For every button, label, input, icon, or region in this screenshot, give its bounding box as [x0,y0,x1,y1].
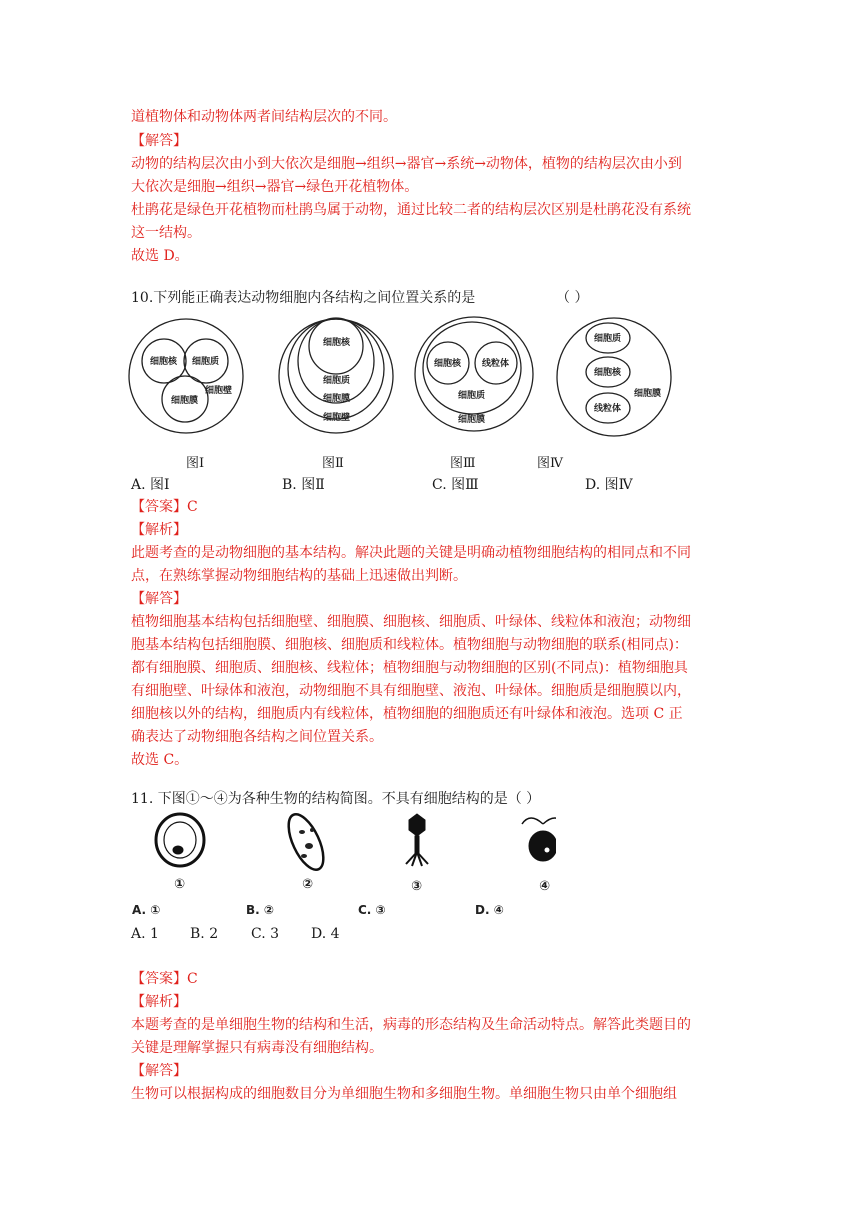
option-b: B. 图Ⅱ [282,477,325,493]
text-line: 杜鹃花是绿色开花植物而杜鹃鸟属于动物，通过比较二者的结构层次区别是杜鹃花没有系统 [131,202,691,218]
organism-diagrams [126,810,556,922]
text-line: 点，在熟练掌握动物细胞结构的基础上迅速做出判断。 [131,568,467,584]
organism-3-virus [406,814,428,866]
conclusion-line: 故选 D。 [131,248,189,264]
text-line: 动物的结构层次由小到大依次是细胞→组织→器官→系统→动物体，植物的结构层次由小到 [131,156,682,172]
fig1-nucleus-label: 细胞核 [150,357,178,367]
text-line: 本题考查的是单细胞生物的结构和生活，病毒的形态结构及生命活动特点。解答此类题目的 [131,1017,691,1033]
fig2-wall-label: 细胞壁 [323,413,351,423]
text-line: 胞基本结构包括细胞膜、细胞核、细胞质和线粒体。植物细胞与动物细胞的联系(相同点)： [131,637,688,653]
organism-1-cell [156,814,204,866]
organism-2-paramecium [282,810,331,875]
solution-heading: 【解答】 [131,133,187,149]
answer-line: 【答案】C [131,971,198,987]
img-option-d: D. ④ [475,903,504,917]
fig1-wall-label: 细胞壁 [205,386,233,396]
fig3-membrane-label: 细胞膜 [458,415,486,425]
text-line: 道植物体和动物体两者间结构层次的不同。 [131,109,397,125]
text-line: 此题考查的是动物细胞的基本结构。解决此题的关键是明确动植物细胞结构的相同点和不同 [131,545,691,561]
option-d: D. 图Ⅳ [585,477,633,493]
analysis-heading: 【解析】 [131,522,187,538]
question-10-stem: 10.下列能正确表达动物细胞内各结构之间位置关系的是 [131,290,476,306]
text-line: 确表达了动物细胞各结构之间位置关系。 [131,729,383,745]
fig3-nucleus-label: 细胞核 [434,359,462,369]
cell-diagrams [126,316,686,452]
text-line: 大依次是细胞→组织→器官→绿色开花植物体。 [131,179,419,195]
number-4: ④ [539,879,551,894]
option-c: C. 图Ⅲ [432,477,479,493]
caption-figure-4: 图Ⅳ [537,456,563,471]
conclusion-line: 故选 C。 [131,752,189,768]
caption-figure-3: 图Ⅲ [450,456,476,471]
fig1-membrane-label: 细胞膜 [171,396,199,406]
text-line: 这一结构。 [131,225,201,241]
fig3-cytoplasm-label: 细胞质 [458,391,486,401]
text-line: 生物可以根据构成的细胞数目分为单细胞生物和多细胞生物。单细胞生物只由单个细胞组 [131,1086,677,1102]
fig4-nucleus-label: 细胞核 [594,368,622,378]
figure-1 [129,319,243,433]
text-line: 都有细胞膜、细胞质、细胞核、线粒体；植物细胞与动物细胞的区别(不同点)：植物细胞具 [131,660,688,676]
img-option-b: B. ② [246,903,275,917]
fig1-cytoplasm-label: 细胞质 [192,357,220,367]
text-line: 有细胞壁、叶绿体和液泡，动物细胞不具有细胞壁、液泡、叶绿体。细胞质是细胞膜以内， [131,683,691,699]
text-line: 关键是理解掌握只有病毒没有细胞结构。 [131,1040,383,1056]
caption-figure-1: 图Ⅰ [186,456,205,471]
answer-line: 【答案】C [131,499,198,515]
solution-heading: 【解答】 [131,1063,187,1079]
fig4-mito-label: 线粒体 [594,404,622,414]
option-a: A. 1 [131,926,159,942]
option-d: D. 4 [311,926,340,942]
fig2-cytoplasm-label: 细胞质 [323,376,351,386]
number-3: ③ [411,879,423,894]
answer-bracket: （ ） [556,290,589,306]
question-11-stem: 11. 下图①～④为各种生物的结构简图。不具有细胞结构的是（ ） [131,791,541,807]
figure-3 [415,317,533,431]
number-2: ② [302,877,314,892]
caption-figure-2: 图Ⅱ [322,456,344,471]
fig4-cytoplasm-label: 细胞质 [594,334,622,344]
analysis-heading: 【解析】 [131,994,187,1010]
option-b: B. 2 [190,926,219,942]
img-option-a: A. ① [132,903,161,917]
fig4-membrane-label: 细胞膜 [634,389,662,399]
organism-4-alga [522,818,556,861]
option-a: A. 图Ⅰ [131,477,170,493]
img-option-c: C. ③ [358,903,386,917]
fig2-membrane-label: 细胞膜 [323,394,351,404]
fig3-mito-label: 线粒体 [482,359,510,369]
option-c: C. 3 [251,926,280,942]
number-1: ① [174,877,186,892]
solution-heading: 【解答】 [131,591,187,607]
text-line: 植物细胞基本结构包括细胞壁、细胞膜、细胞核、细胞质、叶绿体、线粒体和液泡；动物细 [131,614,691,630]
text-line: 细胞核以外的结构，细胞质内有线粒体，植物细胞的细胞质还有叶绿体和液泡。选项 C 正 [131,706,683,722]
fig2-nucleus-label: 细胞核 [323,338,351,348]
